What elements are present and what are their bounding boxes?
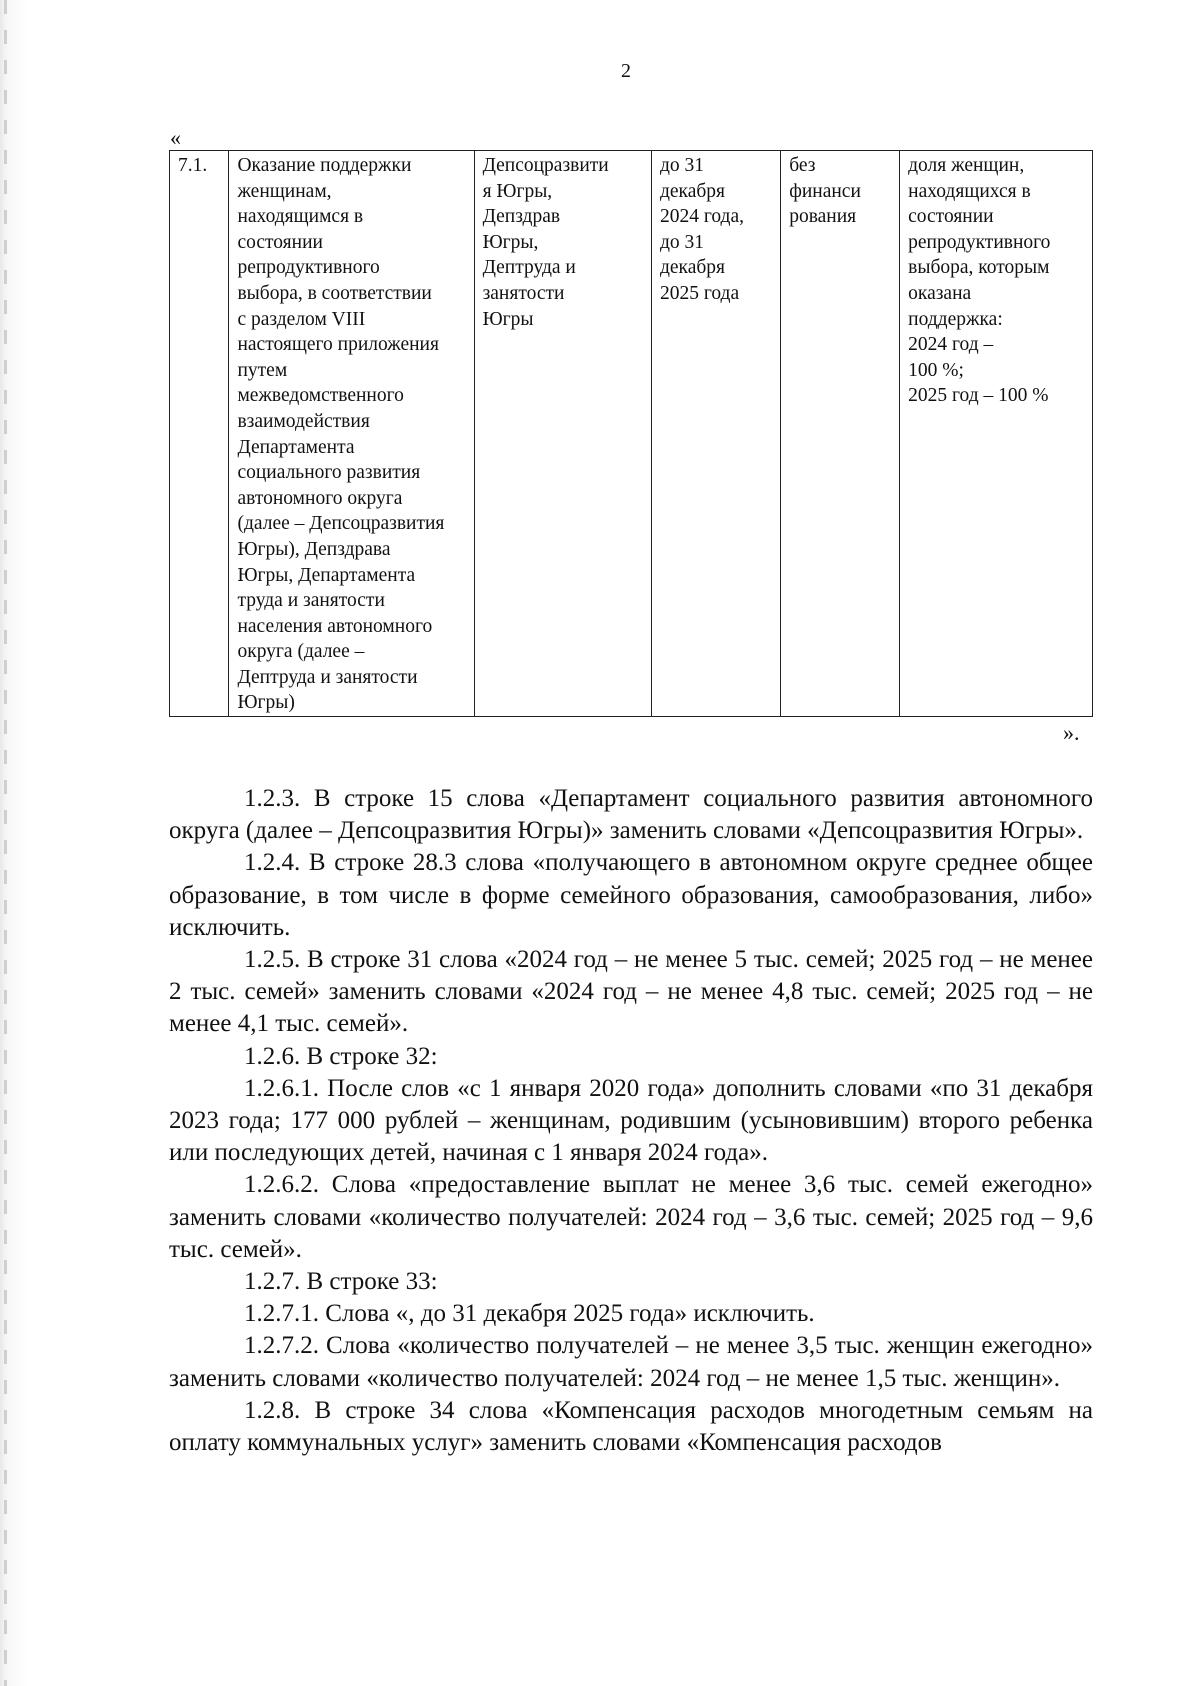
indicator-line: 2025 год – 100 % xyxy=(908,385,1049,407)
measure-name-line: взаимодействия xyxy=(237,410,370,432)
paragraph-1-2-6-2: 1.2.6.2. Слова «предоставление выплат не менее 3,6 тыс. семей ежегодно» заменить словами «количество получателей: 2024 год – 3,6 тыс. семей; 2025 год – 9,6 тыс. семей». xyxy=(169,1171,1093,1263)
measure-name-line: населения автономного xyxy=(237,615,433,637)
measure-name-line: настоящего приложения xyxy=(237,334,439,356)
term-line: до 31 xyxy=(659,231,705,253)
paragraph-1-2-8: 1.2.8. В строке 34 слова «Компенсация расходов многодетным семьям на оплату коммунальных услуг» заменить словами «Компенсация расходов xyxy=(169,1396,1093,1457)
financing-line: рования xyxy=(789,206,857,228)
executor-line: я Югры, xyxy=(482,180,553,202)
term-cell xyxy=(651,151,780,717)
measure-name-line: Департамента xyxy=(237,436,355,458)
indicator-line: поддержка: xyxy=(908,308,1003,330)
measure-name-line: (далее – Депсоцразвития xyxy=(237,513,445,535)
measure-name-line: находящимся в xyxy=(237,206,364,228)
amendments-text xyxy=(169,783,1093,1459)
measure-name-line: социального развития xyxy=(237,462,421,484)
measure-name-line: Югры, Департамента xyxy=(237,564,416,586)
executor-cell xyxy=(474,151,651,717)
paragraph-1-2-6-1: 1.2.6.1. После слов «с 1 января 2020 года» дополнить словами «по 31 декабря 2023 года; 177 000 рублей – женщинам, родившим (усыновившим) второго ребенка или последующих детей, начиная с 1 января 2024 года». xyxy=(169,1074,1093,1167)
measure-name-line: межведомственного xyxy=(237,385,404,407)
term-line: декабря xyxy=(659,180,726,202)
table-close-quote: ». xyxy=(1063,720,1080,745)
indicator-cell xyxy=(900,151,1093,717)
term-line: 2025 года xyxy=(659,282,740,304)
executor-line: Югры xyxy=(482,308,534,330)
term-line: декабря xyxy=(659,257,726,279)
financing-line: финанси xyxy=(789,180,861,202)
measure-name-line: Югры) xyxy=(237,692,295,714)
measure-name-line: выбора, в соответствии xyxy=(237,282,432,304)
paragraph-1-2-7-1: 1.2.7.1. Слова «, до 31 декабря 2025 года» исключить. xyxy=(244,1300,815,1328)
binding-marks xyxy=(4,0,7,1686)
measure-name-line: округа (далее – xyxy=(237,641,365,663)
measure-name-line: женщинам, xyxy=(237,180,332,202)
indicator-line: доля женщин, xyxy=(908,155,1025,176)
measure-name-line: репродуктивного xyxy=(237,257,380,279)
paragraph-1-2-4: 1.2.4. В строке 28.3 слова «получающего в автономном округе среднее общее образование, в том числе в форме семейного образования, самообразования, либо» исключить. xyxy=(169,849,1093,941)
paragraph-1-2-7-2: 1.2.7.2. Слова «количество получателей – не менее 3,5 тыс. женщин ежегодно» заменить словами «количество получателей: 2024 год – не менее 1,5 тыс. женщин». xyxy=(169,1332,1093,1392)
paragraph-1-2-3: 1.2.3. В строке 15 слова «Департамент социального развития автономного округа (далее – Депсоцразвития Югры)» заменить словами «Депсоцразвития Югры». xyxy=(169,785,1093,845)
measure-name-line: путем xyxy=(237,359,288,381)
indicator-line: 2024 год – xyxy=(908,334,994,356)
executor-line: Югры, xyxy=(482,231,539,253)
indicator-line: выбора, которым xyxy=(908,257,1050,279)
measure-name-cell xyxy=(229,151,474,717)
financing-cell xyxy=(781,151,900,717)
row-number-cell xyxy=(170,151,229,717)
measure-name-line: Оказание поддержки xyxy=(237,155,412,176)
measure-name-line: Югры), Депздрава xyxy=(237,538,391,560)
indicator-line: репродуктивного xyxy=(908,231,1051,253)
measure-name-line: автономного округа xyxy=(237,487,403,509)
page-number: 2 xyxy=(621,60,631,82)
measure-name-line: с разделом VIII xyxy=(237,308,366,330)
paragraph-1-2-7: 1.2.7. В строке 33: xyxy=(244,1268,438,1296)
indicator-line: находящихся в xyxy=(908,180,1031,202)
executor-line: Депздрав xyxy=(482,206,561,228)
indicator-line: 100 %; xyxy=(908,359,964,381)
executor-line: Депсоцразвити xyxy=(482,155,609,176)
executor-line: занятости xyxy=(482,282,565,304)
measure-name-line: состоянии xyxy=(237,231,323,253)
paragraph-1-2-6: 1.2.6. В строке 32: xyxy=(244,1042,438,1070)
row-number: 7.1. xyxy=(178,155,208,176)
term-line: до 31 xyxy=(659,155,705,176)
table-open-quote: « xyxy=(170,125,181,150)
measure-name-line: Дептруда и занятости xyxy=(237,666,418,688)
paragraph-1-2-5: 1.2.5. В строке 31 слова «2024 год – не менее 5 тыс. семей; 2025 год – не менее 2 тыс. семей» заменить словами «2024 год – не менее 4,8 тыс. семей; 2025 год – не менее 4,1 тыс. семей». xyxy=(169,946,1093,1038)
executor-line: Дептруда и xyxy=(482,257,576,279)
measures-table xyxy=(169,150,1093,717)
measure-name-line: труда и занятости xyxy=(237,590,385,612)
table-row xyxy=(170,151,1093,717)
term-line: 2024 года, xyxy=(659,206,744,228)
financing-line: без xyxy=(789,155,816,176)
indicator-line: оказана xyxy=(908,282,972,304)
indicator-line: состоянии xyxy=(908,206,994,228)
